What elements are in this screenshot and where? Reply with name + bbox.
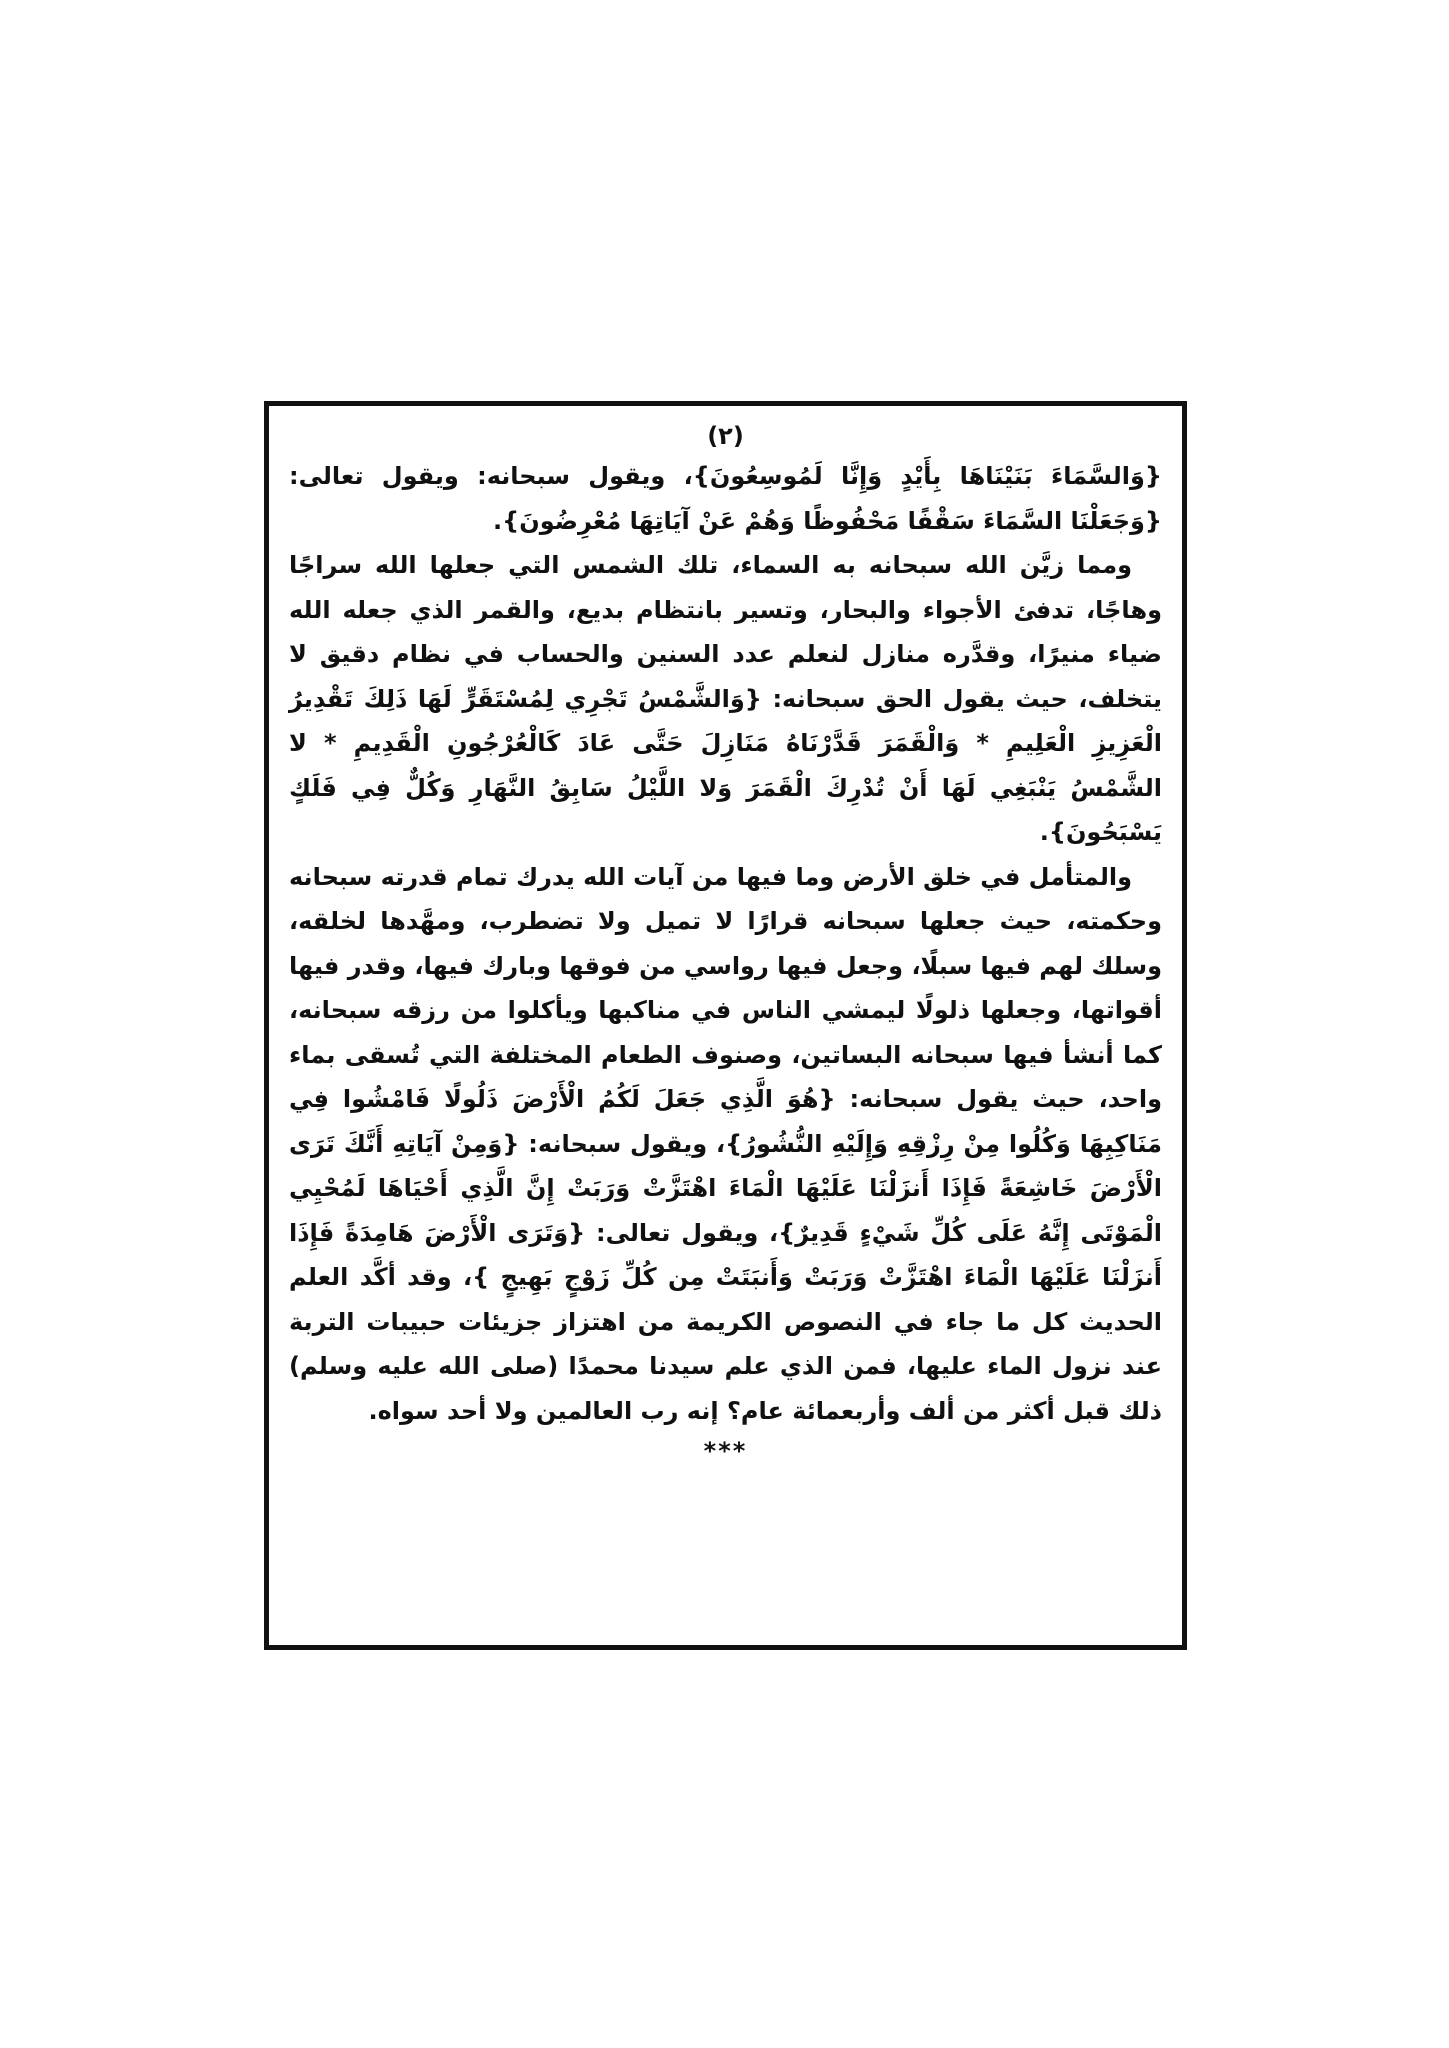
section-separator: *** [703, 1437, 748, 1465]
page-number: (٢) [707, 422, 744, 450]
paragraph-3: والمتأمل في خلق الأرض وما فيها من آيات الله يدرك تمام قدرته سبحانه وحكمته، حيث جعلها سبحانه قرارًا لا تميل ولا تضطرب، ومهَّدها لخلقه، وسلك لهم فيها سبلًا، وجعل فيها رواسي من فوقها وبارك فيها، وقدر فيها أقواتها، وجعلها ذلولًا ليمشي الناس في مناكبها ويأكلوا من رزقه سبحانه، كما أنشأ فيها سبحانه البساتين، وصنوف الطعام المختلفة التي تُسقى بماء واحد، حيث يقول سبحانه: {هُوَ الَّذِي جَعَلَ لَكُمُ الْأَرْضَ ذَلُولًا فَامْشُوا فِي مَنَاكِبِهَا وَكُلُوا مِنْ رِزْقِهِ وَإِلَيْهِ النُّشُورُ}، ويقول سبحانه: {وَمِنْ آيَاتِهِ أَنَّكَ تَرَى الْأَرْضَ خَاشِعَةً فَإِذَا أَنزَلْنَا عَلَيْهَا الْمَاءَ اهْتَزَّتْ وَرَبَتْ إِنَّ الَّذِي أَحْيَاهَا لَمُحْيِي الْمَوْتَى إِنَّهُ عَلَى كُلِّ شَيْءٍ قَدِيرٌ}، ويقول تعالى: {وَتَرَى الْأَرْضَ هَامِدَةً فَإِذَا أَنزَلْنَا عَلَيْهَا الْمَاءَ اهْتَزَّتْ وَرَبَتْ وَأَنبَتَتْ مِن كُلِّ زَوْجٍ بَهِيجٍ }، وقد أكَّد العلم الحديث كل ما جاء في النصوص الكريمة من اهتزاز جزيئات حبيبات التربة عند نزول الماء عليها، فمن الذي علم سيدنا محمدًا (صلى الله عليه وسلم) ذلك قبل أكثر من ألف وأربعمائة عام؟ إنه رب العالمين ولا أحد سواه. [289, 862, 1162, 1425]
paragraph-1: {وَالسَّمَاءَ بَنَيْنَاهَا بِأَيْدٍ وَإِنَّا لَمُوسِعُونَ}، ويقول سبحانه: ويقول تعالى: {وَجَعَلْنَا السَّمَاءَ سَقْفًا مَحْفُوظًا وَهُمْ عَنْ آيَاتِهَا مُعْرِضُونَ}. [289, 462, 1162, 535]
paragraph-2: ومما زيَّن الله سبحانه به السماء، تلك الشمس التي جعلها الله سراجًا وهاجًا، تدفئ الأجواء والبحار، وتسير بانتظام بديع، والقمر الذي جعله الله ضياء منيرًا، وقدَّره منازل لنعلم عدد السنين والحساب في نظام دقيق لا يتخلف، حيث يقول الحق سبحانه: {وَالشَّمْسُ تَجْرِي لِمُسْتَقَرٍّ لَهَا ذَلِكَ تَقْدِيرُ الْعَزِيزِ الْعَلِيمِ * وَالْقَمَرَ قَدَّرْنَاهُ مَنَازِلَ حَتَّى عَادَ كَالْعُرْجُونِ الْقَدِيمِ * لا الشَّمْسُ يَنْبَغِي لَهَا أَنْ تُدْرِكَ الْقَمَرَ وَلا اللَّيْلُ سَابِقُ النَّهَارِ وَكُلٌّ فِي فَلَكٍ يَسْبَحُونَ}. [289, 551, 1162, 846]
page-frame [264, 401, 1187, 1650]
page-content [289, 418, 1162, 1635]
